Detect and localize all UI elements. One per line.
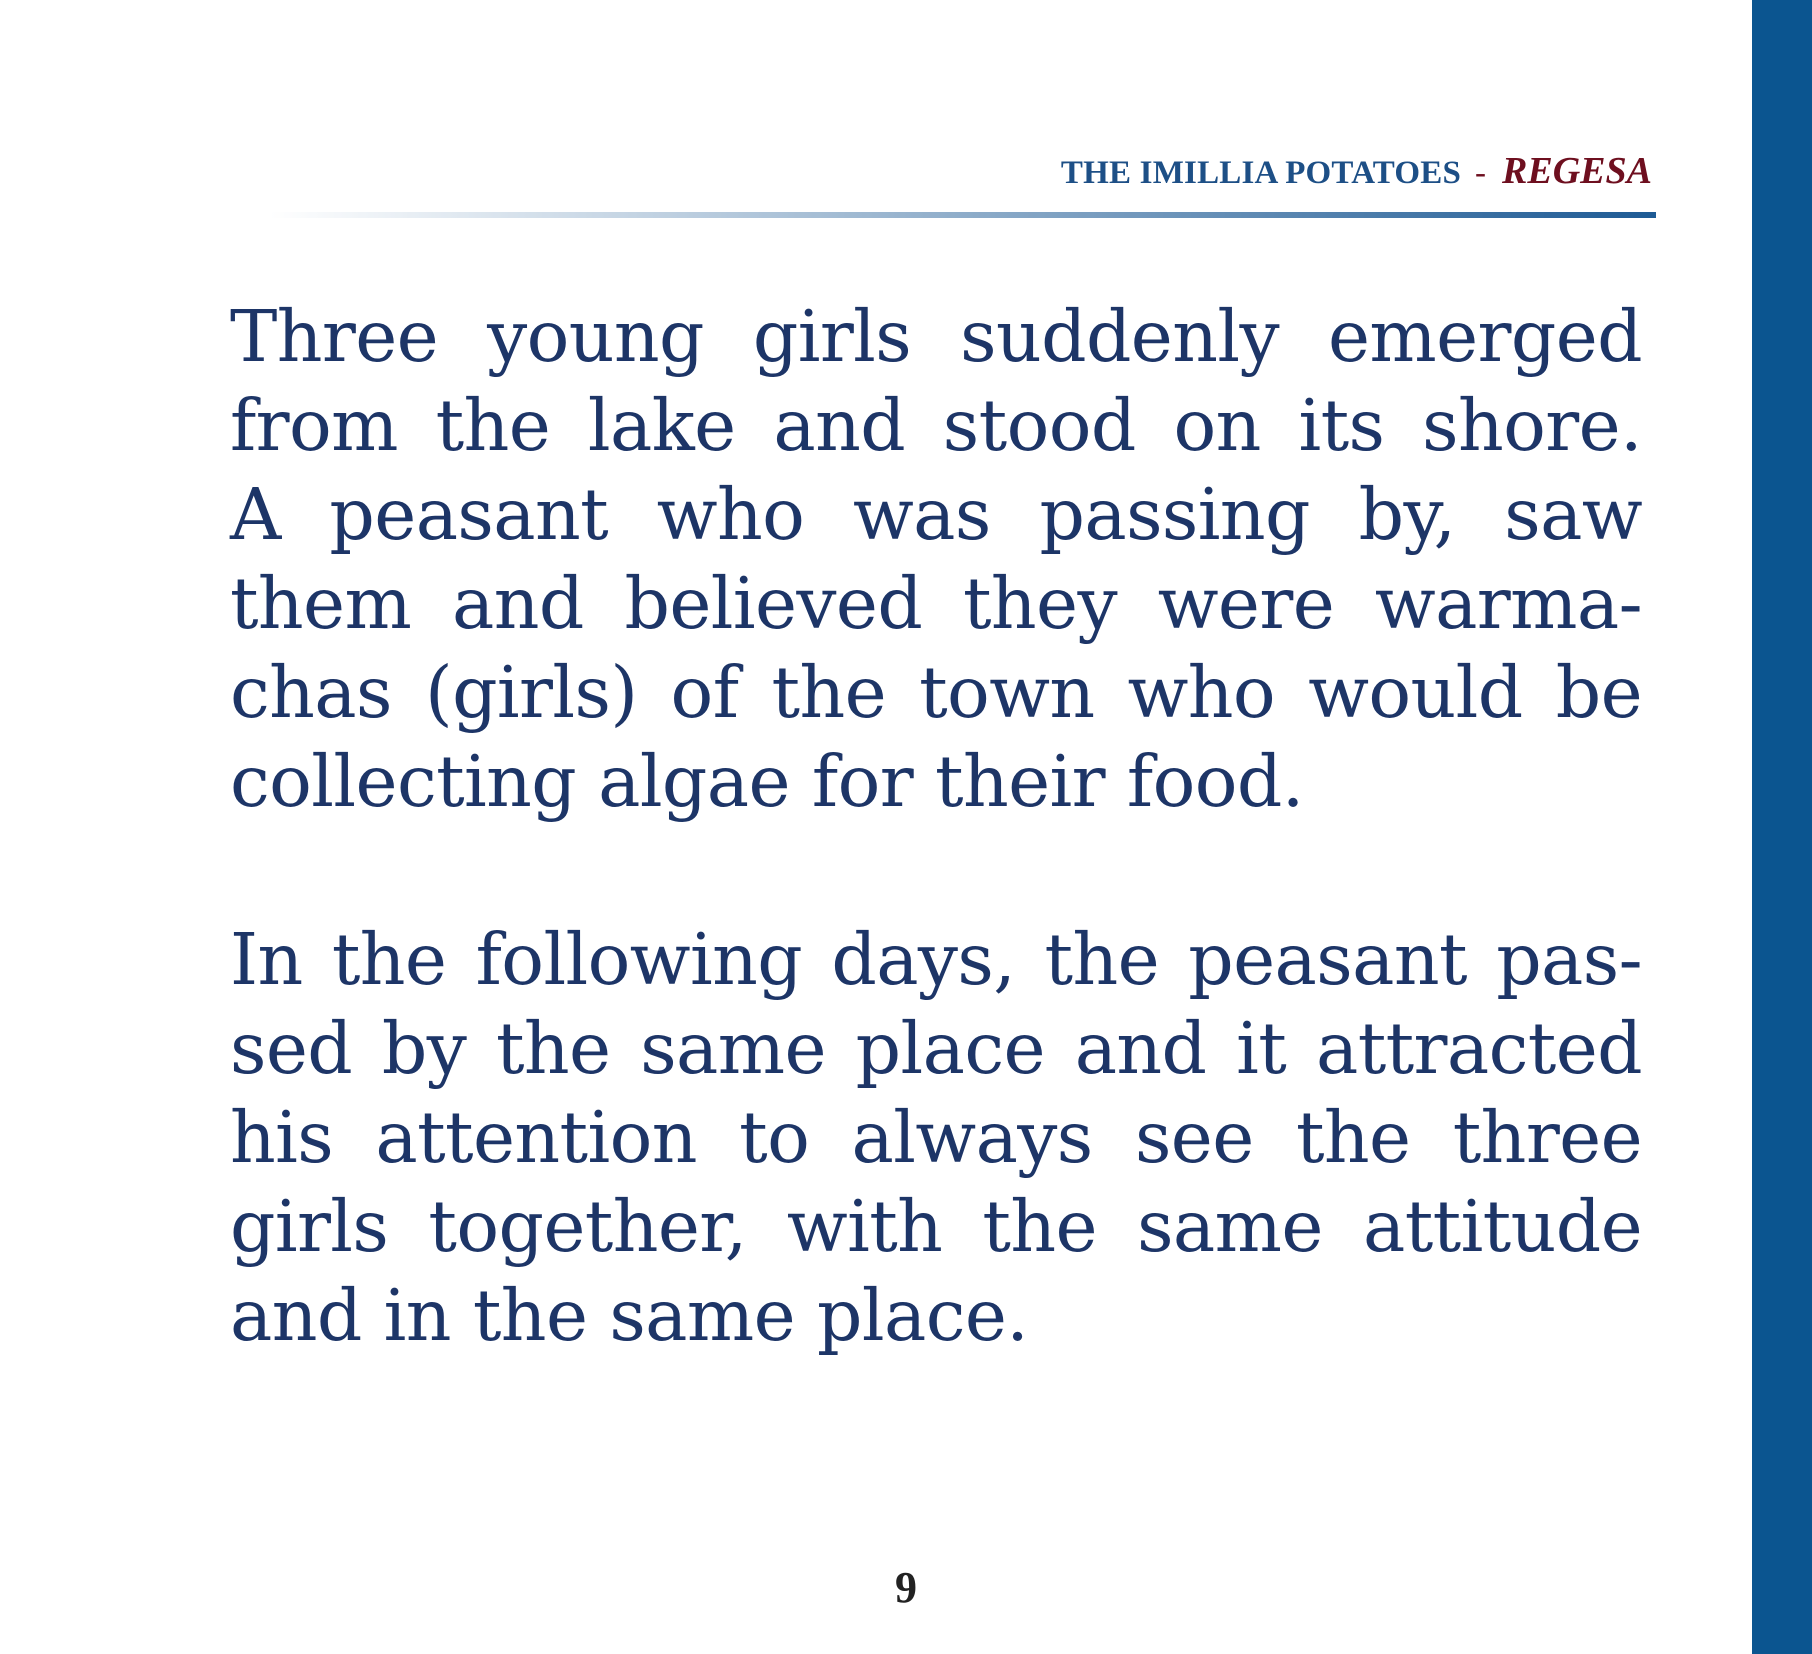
text-line: girls together, with the same attitude <box>230 1185 1642 1268</box>
page-body <box>230 292 1642 1360</box>
page-number: 9 <box>895 1563 917 1612</box>
running-header <box>1061 152 1652 190</box>
text-line: In the following days, the peasant pas- <box>230 918 1642 1001</box>
right-edge-color-band <box>1752 0 1812 1654</box>
paragraph-2 <box>230 915 1642 1360</box>
header-gradient-rule <box>270 212 1656 218</box>
text-line: chas (girls) of the town who would be <box>230 651 1642 734</box>
paragraph-1 <box>230 292 1642 826</box>
header-separator: - <box>1475 155 1487 191</box>
text-line: Three young girls suddenly emerged <box>230 295 1642 378</box>
text-line: from the lake and stood on its shore. <box>230 384 1642 467</box>
brand-name: REGESA <box>1502 150 1652 192</box>
text-line: sed by the same place and it attracted <box>230 1007 1642 1090</box>
text-line: and in the same place. <box>230 1274 1029 1357</box>
text-line: A peasant who was passing by, saw <box>230 473 1642 556</box>
paragraph-spacer <box>230 826 1642 915</box>
series-title: THE IMILLIA POTATOES <box>1060 155 1462 191</box>
text-line: them and believed they were warma- <box>230 562 1642 645</box>
text-line: his attention to always see the three <box>230 1096 1642 1179</box>
text-line: collecting algae for their food. <box>230 740 1304 823</box>
